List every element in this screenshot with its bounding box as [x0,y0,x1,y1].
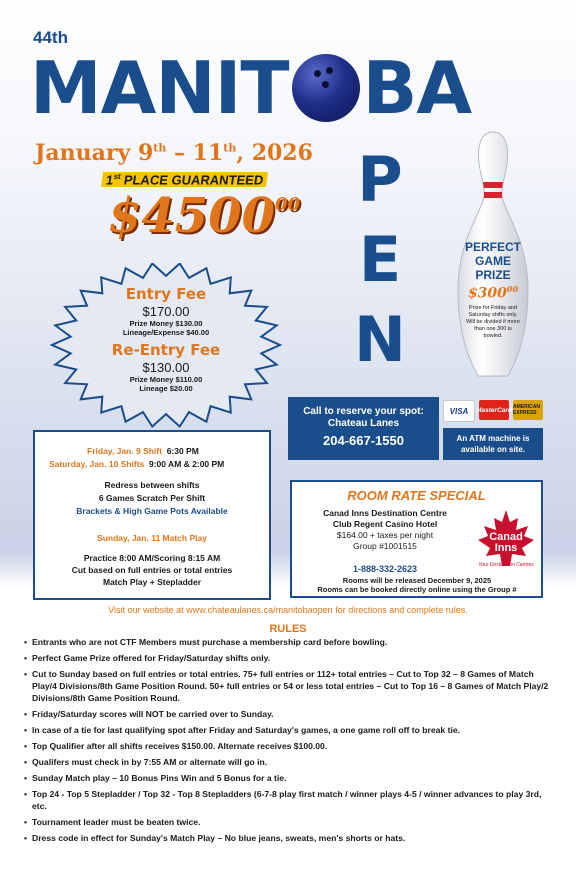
perfect-game-note: Prize for Friday and Saturday shifts only. Will be divided if more than one 300 is bowled. [466,304,520,339]
open-letter-e: E [358,223,402,296]
amex-card-icon: AMERICAN EXPRESS [513,400,543,420]
rule-item: • In case of a tie for last qualifying spot after Friday and Saturday's games, a one game roll off to break tie. [24,725,554,737]
open-letter-n: N [354,303,406,376]
reserve-spot-box: Call to reserve your spot: Chateau Lanes 204-667-1550 [288,397,439,460]
bowling-ball-icon [292,54,360,122]
room-release-note: Rooms will be released December 9, 2025 Rooms can be booked directly online using the Group # [317,576,517,594]
rule-item: • Perfect Game Prize offered for Friday/Saturday shifts only. [24,653,554,665]
saturday-shifts: Saturday, Jan. 10 Shifts 9:00 AM & 2:00 PM [49,459,225,469]
entry-fee-panel: Entry Fee $170.00 Prize Money $130.00 Lineage/Expense $40.00 Re-Entry Fee $130.00 Prize Money $110.00 Lineage $20.00 [83,285,249,393]
reentry-fee-label: Re-Entry Fee [111,341,221,359]
reserve-phone[interactable]: 204-667-1550 [323,433,404,448]
shifts-schedule-box: Friday, Jan. 9 Shift 6:30 PM Saturday, Jan. 10 Shifts 9:00 AM & 2:00 PM Redress between shifts 6 Games Scratch Per Shift Brackets & High Game Pots Available Sunday, Jan. 11 Match Play Practice 8:00 AM/Scoring 8:15 AM Cut based on full entries or total entries Match Play + Stepladder [33,430,271,600]
reentry-fee-price: $130.00 [142,360,190,375]
guaranteed-banner: 1st PLACE GUARANTEED [101,172,269,187]
event-dates: January 9th – 11th, 2026 [35,140,313,166]
rule-item: • Entrants who are not CTF Members must purchase a membership card before bowling. [24,637,554,649]
visa-card-icon: VISA [443,400,475,422]
rule-item: • Top Qualifier after all shifts receives $150.00. Alternate receives $100.00. [24,741,554,753]
rules-heading: RULES [269,623,307,635]
rule-item: • Dress code in effect for Sunday's Match Play – No blue jeans, sweats, men's shorts or hats. [24,833,554,845]
event-title [30,48,471,128]
mastercard-icon: MasterCard [479,400,509,420]
title-right: BA [362,46,472,130]
entry-fee-label: Entry Fee [125,285,207,303]
rule-item: • Friday/Saturday scores will NOT be carried over to Sunday. [24,709,554,721]
room-rate-title: ROOM RATE SPECIAL [347,488,486,503]
perfect-game-prize: PERFECT GAME PRIZE $\$300^{00}$ Prize for Friday and Saturday shifts only. Will be divided if more than one 300 is bowled. [464,240,521,339]
rule-item: • Top 24 - Top 5 Stepladder / Top 32 - Top 8 Stepladders (6-7-8 play first match / winner plays 4-5 / winner advances to play 3rd, etc. [24,789,554,813]
friday-shift: Friday, Jan. 9 Shift 6:30 PM [87,446,199,456]
website-link[interactable]: Visit our website at www.chateaulanes.ca/manitobaopen for directions and complete rules. [108,605,468,615]
title-left: MANIT [30,46,289,130]
hotel-phone[interactable]: 1-888-332-2623 [352,564,418,574]
first-place-prize: $4500$^{00}$ [108,188,301,244]
room-rate-box: ROOM RATE SPECIAL Canad Inns Destination Centre Club Regent Casino Hotel $164.00 + taxes per night Group #1001515 1-888-332-2623 Rooms will be released December 9, 2025 Rooms can be booked directly online using the Group # Canad Inns Your Destination Centres [290,480,543,598]
rule-item: • Sunday Match play – 10 Bonus Pins Win and 5 Bonus for a tie. [24,773,554,785]
perfect-game-amount: $\$300^{00}$ [467,284,519,302]
open-vertical-word [350,140,410,380]
rule-item: • Tournament leader must be beaten twice. [24,817,554,829]
sunday-match-play: Sunday, Jan. 11 Match Play [97,533,207,543]
rule-item: • Cut to Sunday based on full entries or total entries. 75+ full entries or 112+ total entries – Cut to Top 32 – 8 Games of Match Play/4 Divisions/8th Game Position Round. 50+ full entries or 54 or less total entries – Cut to Top 16 – 8 Games of Match Play/2 Divisions/8th Game Position Round. [24,669,554,705]
canad-inns-wordmark: Canad Inns [489,531,523,554]
edition-label: 44th [33,28,68,47]
open-letter-p: P [357,143,403,216]
atm-notice: An ATM machine is available on site. [443,428,543,460]
payment-cards [443,400,543,422]
entry-fee-price: $170.00 [142,304,190,319]
rule-item: • Qualifers must check in by 7:55 AM or alternate will go in. [24,757,554,769]
rules-list [24,637,554,849]
hotel-details: Canad Inns Destination Centre Club Regent Casino Hotel $164.00 + taxes per night Group #1001515 [323,508,447,551]
